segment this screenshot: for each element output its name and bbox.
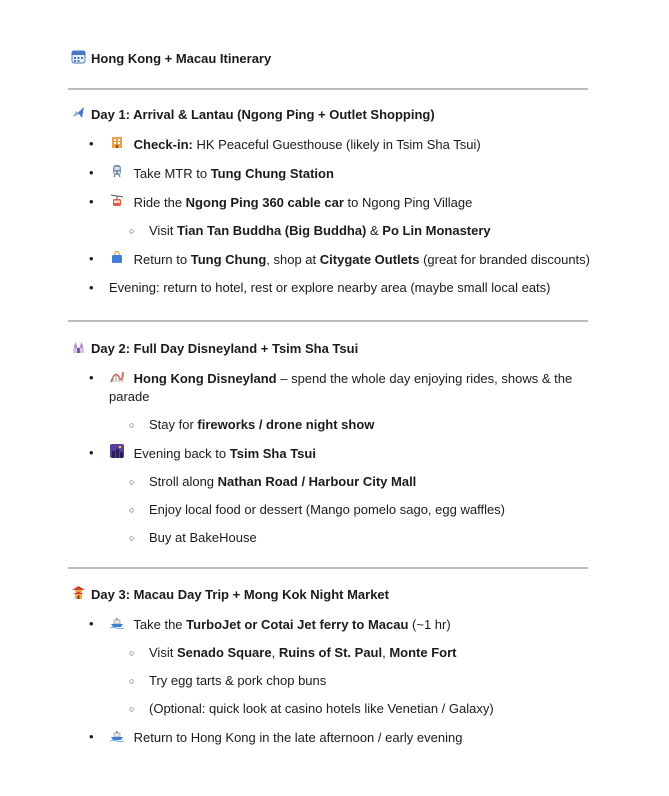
divider — [68, 567, 588, 569]
text: Evening back to — [133, 446, 230, 461]
list-item — [70, 135, 590, 154]
text: & — [366, 223, 383, 238]
pagoda-icon — [70, 585, 86, 604]
ferry-icon — [109, 615, 125, 633]
roller-coaster-icon — [109, 369, 125, 387]
list-item — [70, 193, 590, 240]
text: , — [271, 645, 279, 660]
bold-text: Citygate Outlets — [319, 252, 420, 267]
text: Return to Hong Kong in the late afternoon / early evening — [133, 730, 463, 745]
bold-text: Po Lin Monastery — [382, 223, 491, 238]
bold-text: Nathan Road / Harbour City Mall — [217, 474, 417, 489]
bold-text: Tung Chung — [190, 252, 267, 267]
text: Take the — [133, 617, 187, 632]
bold-text: Ngong Ping 360 cable car — [185, 195, 344, 210]
text: Stay for — [149, 417, 198, 432]
text: (~1 hr) — [408, 617, 451, 632]
divider — [68, 320, 588, 322]
sub-list-item — [70, 644, 590, 662]
text: Enjoy local food or dessert (Mango pomelo sago, egg waffles) — [149, 502, 506, 517]
bold-text: TurboJet or Cotai Jet ferry to Macau — [186, 617, 409, 632]
text: (Optional: quick look at casino hotels like Venetian / Galaxy) — [149, 701, 494, 716]
day1-section — [70, 105, 590, 297]
airplane-icon — [70, 105, 86, 124]
shopping-bag-icon — [109, 250, 125, 268]
sub-list-item — [70, 672, 590, 690]
night-city-icon — [109, 444, 125, 462]
sub-list-item — [70, 529, 590, 547]
list-item — [70, 164, 590, 183]
text: Return to — [133, 252, 191, 267]
bold-text: fireworks / drone night show — [197, 417, 375, 432]
sub-list-item — [70, 501, 590, 519]
text: Evening: return to hotel, rest or explore nearby area (maybe small local eats) — [109, 280, 551, 295]
day3-heading-text: Day 3: Macau Day Trip + Mong Kok Night Market — [91, 586, 389, 602]
bold-text: Tian Tan Buddha (Big Buddha) — [176, 223, 367, 238]
bold-text: Check-in: — [133, 137, 193, 152]
train-icon — [109, 164, 125, 182]
day2-heading — [70, 339, 590, 357]
bold-text: Monte Fort — [389, 645, 457, 660]
text: Visit — [149, 223, 177, 238]
sub-list-item — [70, 700, 590, 718]
day1-heading — [70, 105, 590, 123]
bold-text: Hong Kong Disneyland — [133, 371, 277, 386]
calendar-icon — [70, 49, 86, 68]
bold-text: Senado Square — [176, 645, 272, 660]
day3-heading — [70, 585, 590, 603]
text: Ride the — [133, 195, 186, 210]
bold-text: Ruins of St. Paul — [278, 645, 383, 660]
text: Visit — [149, 645, 177, 660]
bold-text: Tsim Sha Tsui — [229, 446, 316, 461]
list-item — [70, 444, 590, 547]
cable-car-icon — [109, 193, 125, 211]
text: , shop at — [266, 252, 320, 267]
sub-list-item — [70, 222, 590, 240]
text: Try egg tarts & pork chop buns — [149, 673, 327, 688]
list-item — [70, 728, 590, 747]
day1-heading-text: Day 1: Arrival & Lantau (Ngong Ping + Outlet Shopping) — [91, 106, 435, 122]
ferry-icon — [109, 728, 125, 746]
day2-section — [70, 339, 590, 547]
list-item — [70, 250, 590, 269]
text: , — [382, 645, 390, 660]
day3-section — [70, 585, 590, 747]
list-item — [70, 615, 590, 718]
text: Take MTR to — [133, 166, 211, 181]
title-text: Hong Kong + Macau Itinerary — [91, 51, 272, 66]
day2-heading-text: Day 2: Full Day Disneyland + Tsim Sha Tsui — [91, 340, 359, 356]
sub-list-item — [70, 473, 590, 491]
list-item — [70, 369, 590, 434]
bold-text: Tung Chung Station — [210, 166, 334, 181]
sub-list-item — [70, 416, 590, 434]
text: (great for branded discounts) — [419, 252, 590, 267]
text: to Ngong Ping Village — [343, 195, 473, 210]
divider — [68, 88, 588, 90]
text: Buy at BakeHouse — [149, 530, 257, 545]
text: HK Peaceful Guesthouse (likely in Tsim Sha Tsui) — [192, 137, 481, 152]
text: – spend the whole day enjoying rides, shows & the parade — [109, 371, 573, 404]
document-title — [70, 49, 271, 68]
hotel-icon — [109, 135, 125, 153]
text: Stroll along — [149, 474, 218, 489]
castle-icon — [70, 339, 86, 358]
list-item — [70, 279, 590, 297]
